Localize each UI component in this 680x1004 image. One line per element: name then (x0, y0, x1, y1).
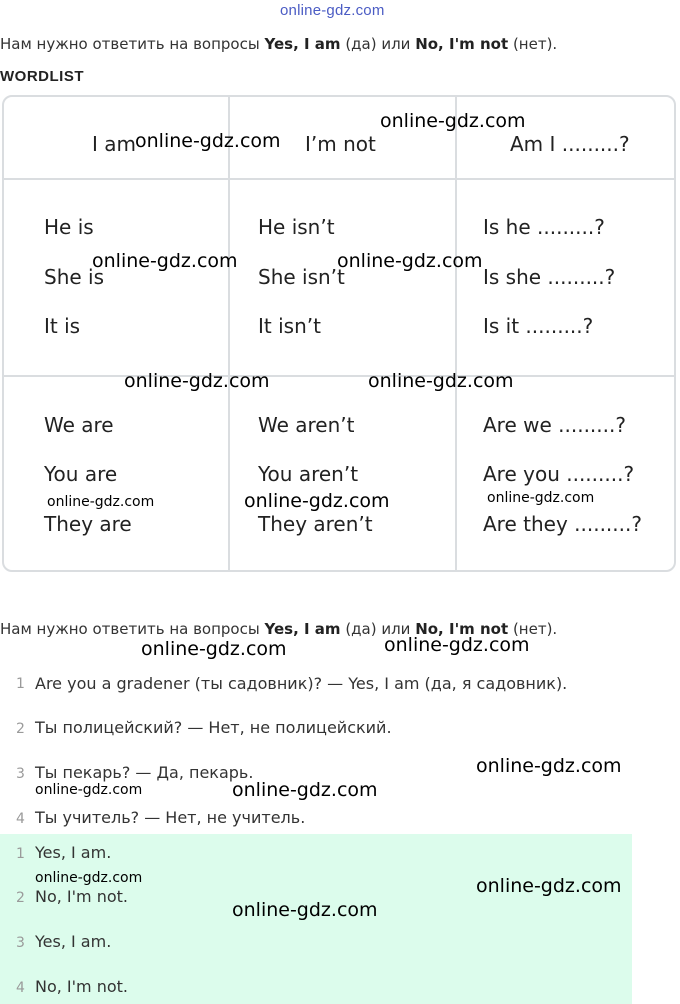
list-item: Ты полицейский? — Нет, не полицейский. (35, 718, 392, 737)
watermark: online-gdz.com (35, 782, 143, 798)
table-cell: You aren’t (258, 462, 359, 486)
table-cell: They are (44, 512, 132, 536)
intro-post: (нет). (508, 35, 558, 53)
watermark: online-gdz.com (380, 110, 526, 132)
list-item-number: 3 (16, 935, 25, 951)
table-cell: We aren’t (258, 413, 355, 437)
table-cell: Are they .........? (483, 512, 642, 536)
list-item: No, I'm not. (35, 977, 129, 996)
table-cell: Is she .........? (483, 265, 616, 289)
watermark: online-gdz.com (124, 370, 270, 392)
table-header-cell: I am (92, 132, 136, 156)
intro-pre: Нам нужно ответить на вопросы (0, 35, 265, 53)
list-item-number: 4 (16, 980, 25, 996)
watermark: online-gdz.com (487, 490, 595, 506)
watermark: online-gdz.com (135, 130, 281, 152)
table-cell: She is (44, 265, 105, 289)
list-item: No, I'm not. (35, 887, 129, 906)
table-cell: You are (44, 462, 118, 486)
intro-text (0, 35, 557, 53)
intro-no: No, I'm not (415, 35, 509, 53)
intro-post: (нет). (508, 620, 558, 638)
list-item: Ты пекарь? — Да, пекарь. (35, 763, 254, 782)
table-divider (4, 375, 674, 377)
table-divider (455, 97, 457, 570)
watermark: online-gdz.com (476, 755, 622, 777)
watermark: online-gdz.com (35, 870, 143, 886)
watermark: online-gdz.com (47, 494, 155, 510)
table-cell: Is it .........? (483, 314, 594, 338)
table-cell: They aren’t (258, 512, 373, 536)
intro-no: No, I'm not (415, 620, 509, 638)
list-item: Yes, I am. (35, 932, 112, 951)
table-divider (228, 97, 230, 570)
intro-yes: Yes, I am (264, 35, 341, 53)
watermark-top: online-gdz.com (280, 2, 385, 19)
intro-yes: Yes, I am (264, 620, 341, 638)
list-item: Are you a gradener (ты садовник)? — Yes, I am (да, я садовник). (35, 674, 568, 693)
watermark: online-gdz.com (244, 490, 390, 512)
watermark: online-gdz.com (232, 779, 378, 801)
intro-mid: (да) или (340, 35, 416, 53)
intro-mid: (да) или (340, 620, 416, 638)
table-cell: Are we .........? (483, 413, 626, 437)
table-divider (4, 178, 674, 180)
watermark: online-gdz.com (368, 370, 514, 392)
table-cell: He is (44, 215, 94, 239)
watermark: online-gdz.com (141, 638, 287, 660)
watermark: online-gdz.com (92, 250, 238, 272)
table-cell: It isn’t (258, 314, 321, 338)
table-cell: Are you .........? (483, 462, 635, 486)
list-item-number: 4 (16, 811, 25, 827)
table-cell: Is he .........? (483, 215, 605, 239)
table-cell: He isn’t (258, 215, 335, 239)
list-item-number: 1 (16, 846, 25, 862)
watermark: online-gdz.com (384, 634, 530, 656)
watermark: online-gdz.com (337, 250, 483, 272)
watermark: online-gdz.com (232, 899, 378, 921)
list-item: Ты учитель? — Нет, не учитель. (35, 808, 306, 827)
table-cell: We are (44, 413, 114, 437)
list-item-number: 2 (16, 890, 25, 906)
wordlist-title: WORDLIST (0, 68, 84, 85)
table-cell: It is (44, 314, 81, 338)
table-header-cell: I’m not (305, 132, 376, 156)
watermark: online-gdz.com (476, 875, 622, 897)
list-item: Yes, I am. (35, 843, 112, 862)
table-cell: She isn’t (258, 265, 345, 289)
table-header-cell: Am I .........? (510, 132, 630, 156)
intro-pre: Нам нужно ответить на вопросы (0, 620, 265, 638)
list-item-number: 1 (16, 676, 25, 692)
list-item-number: 2 (16, 721, 25, 737)
list-item-number: 3 (16, 766, 25, 782)
